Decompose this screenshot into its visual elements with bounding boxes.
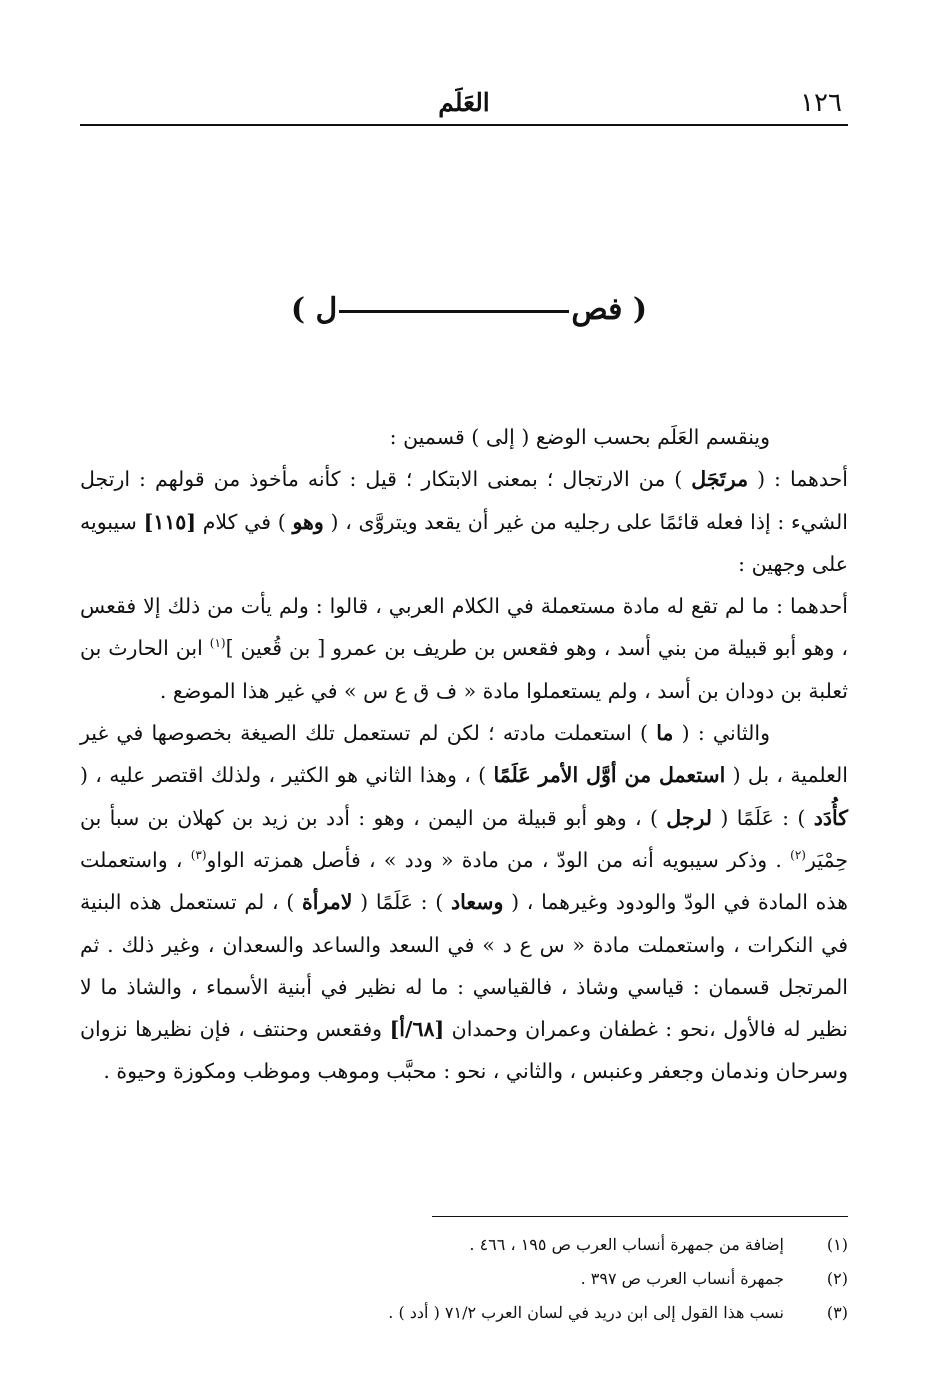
footnote-ref-1: (١) xyxy=(209,636,226,651)
footnote xyxy=(80,1262,848,1296)
heading-start: فص xyxy=(571,292,623,327)
footnote-ref-2: (٢) xyxy=(790,848,806,863)
heading-tatweel xyxy=(339,310,569,313)
footnote-text: نسب هذا القول إلى ابن دريد في لسان العرب ٧١/٢ ( أدد ) . xyxy=(388,1303,784,1322)
footnote-text: جمهرة أنساب العرب ص ٣٩٧ . xyxy=(580,1269,784,1288)
heading-close-paren: ) xyxy=(290,292,306,327)
term-wahuwa: وهو xyxy=(292,509,324,534)
body-text xyxy=(80,416,848,1093)
footnote xyxy=(80,1228,848,1262)
term-murtajal: مرتَجَل xyxy=(691,467,749,492)
footnote-ref-3: (٣) xyxy=(190,848,207,863)
heading-open-paren: ( xyxy=(632,292,648,327)
footnote-divider xyxy=(432,1216,848,1217)
footnote-number: (١) xyxy=(826,1235,848,1254)
paragraph-3: أحدهما : ما لم تقع له مادة مستعملة في الكلام العربي ، قالوا : ولم يأت من ذلك إلا فقعس ، وهو أبو قبيلة من بني أسد ، وهو فقعس بن طريف بن عمرو [ بن قُعين ]$^{(١)}$ ابن الحارث بن ثعلبة بن دودان بن أسد ، ولم يستعملوا مادة « ف ق ع س » في غير هذا الموضع . xyxy=(80,594,848,703)
footnote-number: (٢) xyxy=(826,1269,848,1288)
page-number: ١٢٦ xyxy=(800,88,842,118)
paragraph-4: والثاني : ( ما ) استعملت مادته ؛ لكن لم تستعمل تلك الصيغة بخصوصها في غير العلمية ، بل ( استعمل من أوَّل الأمر عَلَمًا ) ، وهذا الثاني هو الكثير ، ولذلك اقتصر عليه ، ( كأُدَد ) : عَلَمًا ( لرجل ) ، وهو أبو قبيلة من اليمن ، وهو : أدد بن زيد بن كهلان بن سبأ بن حِمْيَر$^{(٢)}$ . وذكر سيبويه أنه من الودّ ، من مادة « ودد » ، فأصل همزته الواو$^{(٣)}$ ، واستعملت هذه المادة في الودّ والودود وغيرهما ، ( وسعاد ) : عَلَمًا ( لامرأة ) ، لم تستعمل هذه البنية في النكرات ، واستعملت مادة « س ع د » في السعد والساعد والسعدان ، وغير ذلك . ثم المرتجل قسمان : قياسي وشاذ ، فالقياسي : ما له نظير في أبنية الأسماء ، والشاذ ما لا نظير له فالأول ،نحو : غطفان وعمران وحمدان [٦٨/أ] وفقعس وحنتف ، فإن نظيرها نزوان وسرحان وندمان وجعفر وعنبس ، والثاني ، نحو : محبَّب وموهب وموظب ومكوزة وحيوة . xyxy=(80,721,848,1084)
footnotes xyxy=(80,1228,848,1330)
running-head xyxy=(80,84,848,126)
footnote-number: (٣) xyxy=(826,1303,848,1322)
manuscript-marker: [٦٨/أ] xyxy=(389,1017,445,1042)
running-title: العَلَم xyxy=(438,88,490,117)
footnote-text: إضافة من جمهرة أنساب العرب ص ١٩٥ ، ٤٦٦ . xyxy=(469,1235,784,1254)
manuscript-marker: [١١٥] xyxy=(143,509,197,534)
heading-end: ل xyxy=(315,292,338,327)
footnote xyxy=(80,1296,848,1330)
paragraph-2: أحدهما : ( مرتَجَل ) من الارتجال ؛ بمعنى الابتكار ؛ قيل : كأنه مأخوذ من قولهم : ارتجل الشيء : إذا فعله قائمًا على رجليه من غير أن يقعد ويتروَّى ، ( وهو ) في كلام [١١٥] سيبويه على وجهين : xyxy=(80,467,848,576)
paragraph-1: وينقسم العَلَم بحسب الوضع ( إلى ) قسمين : xyxy=(389,425,770,449)
section-heading xyxy=(0,290,938,330)
